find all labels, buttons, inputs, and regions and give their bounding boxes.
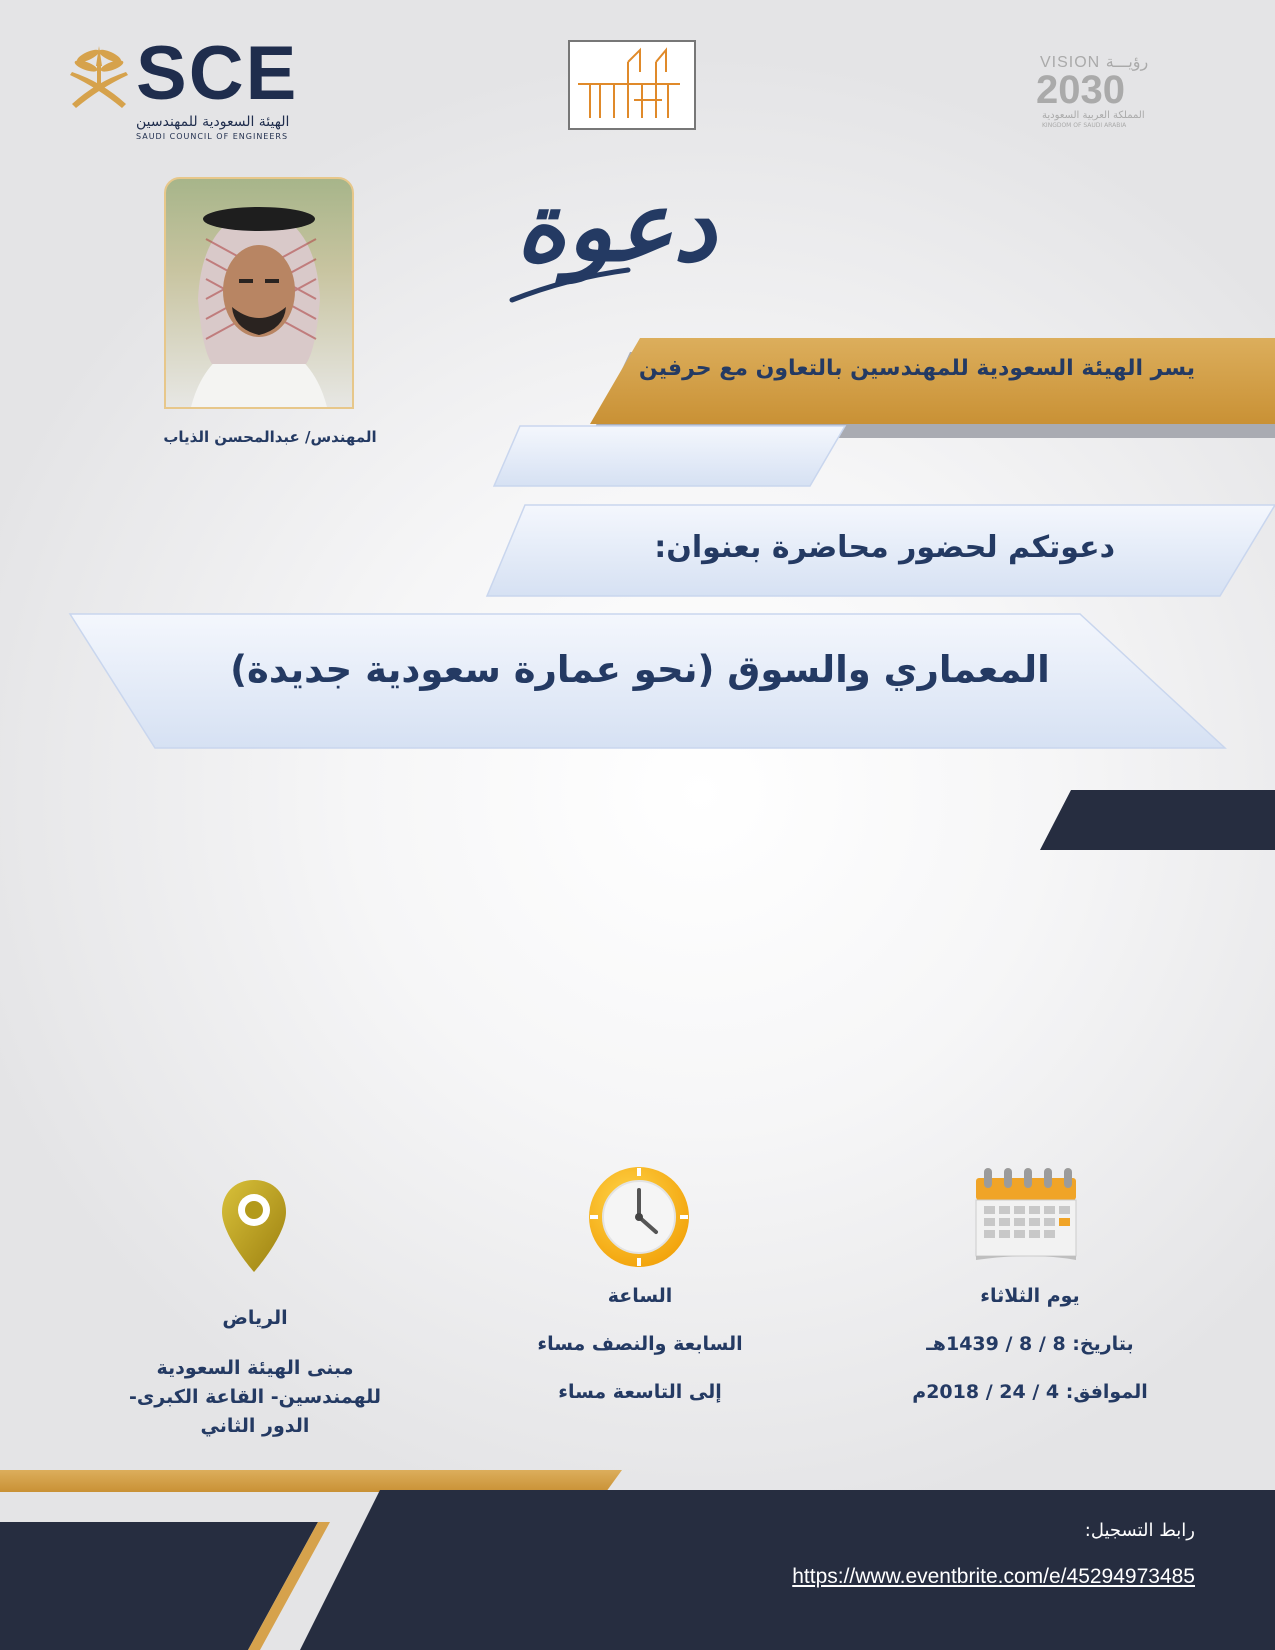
speaker-portrait — [166, 179, 352, 407]
location-address-2: للهمندسين- القاعة الكبرى- — [128, 1386, 382, 1408]
vision-2030-logo — [1030, 52, 1170, 132]
registration-link[interactable]: https://www.eventbrite.com/e/45294973485 — [792, 1565, 1195, 1588]
harfain-logo — [568, 40, 696, 130]
location-address-3: الدور الثاني — [200, 1415, 310, 1437]
navy-accent — [1040, 790, 1275, 850]
date-hijri: بتاريخ: 8 / 8 / 1439هـ — [926, 1333, 1134, 1355]
time-to: إلى التاسعة مساء — [558, 1381, 722, 1403]
invitation-calligraphy — [508, 150, 724, 310]
vision-word: VISION رؤيـــة — [1040, 54, 1149, 71]
calligraphy-art — [508, 150, 724, 310]
calligraphy-word: دعوة — [516, 170, 716, 283]
sce-english-name: SAUDI COUNCIL OF ENGINEERS — [136, 132, 289, 141]
footer-gold-strip — [0, 1470, 622, 1492]
sce-logo — [66, 31, 316, 146]
date-day: يوم الثلاثاء — [980, 1285, 1080, 1307]
time-from: السابعة والنصف مساء — [537, 1333, 743, 1355]
vision-english: KINGDOM OF SAUDI ARABIA — [1042, 122, 1127, 129]
time-info — [500, 1284, 780, 1428]
clock-icon — [586, 1164, 692, 1270]
registration-label: رابط التسجيل: — [1084, 1520, 1195, 1541]
vision-year: 2030 — [1036, 68, 1125, 112]
speaker-name: المهندس/ عبدالمحسن الذياب — [163, 428, 377, 446]
map-pin-icon — [218, 1176, 290, 1276]
gold-banner — [590, 338, 1275, 424]
palm-swords-icon — [66, 42, 132, 112]
building-icon — [570, 42, 690, 124]
time-heading: الساعة — [607, 1285, 673, 1307]
calendar-icon — [972, 1164, 1082, 1264]
sce-letters: SCE — [136, 31, 299, 116]
date-gregorian: الموافق: 4 / 24 / 2018م — [912, 1381, 1148, 1403]
host-line: يسر الهيئة السعودية للمهندسين بالتعاون مع حرفين — [638, 356, 1195, 381]
date-info — [880, 1284, 1180, 1428]
lecture-title: المعماري والسوق (نحو عمارة سعودية جديدة) — [230, 648, 1050, 691]
location-city: الرياض — [222, 1307, 288, 1329]
invite-intro: دعوتكم لحضور محاضرة بعنوان: — [654, 530, 1115, 565]
location-info — [110, 1306, 400, 1441]
location-address-1: مبنى الهيئة السعودية — [156, 1357, 354, 1379]
small-blue-banner — [494, 426, 845, 486]
sce-arabic-name: الهيئة السعودية للمهندسين — [136, 114, 290, 130]
vision-arabic: المملكة العربية السعودية — [1042, 110, 1145, 121]
speaker-photo — [164, 177, 354, 409]
